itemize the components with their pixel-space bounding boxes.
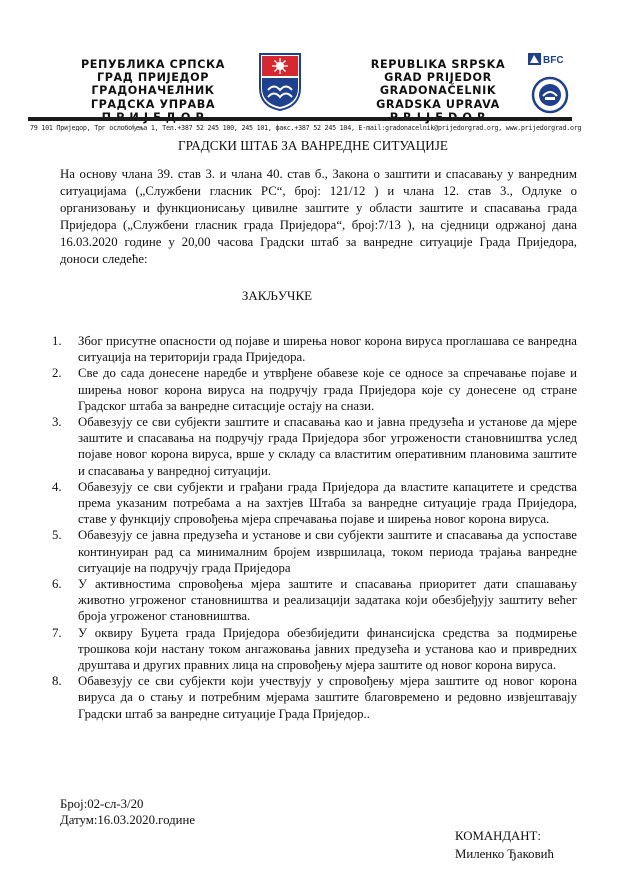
item-text: У оквиру Буџета града Приједора обезбиједити финансијска средства за подмирење трошкова који настану током ангажовања јавних предузећа и установа као и привредних друштава и других правних лица на спровођењу мјера заштите од новог корона вируса. [78,625,577,673]
list-item [52,527,577,576]
header-right-line: REPUBLIKA SRPSKA [370,58,506,71]
item-text: Обавезују се сви субјекти и грађани града Приједора да властите капацитете и средства према указаним потребама а на захтјев Штаба за ванредне ситуације града Приједора, ставе у функцију спровођења мјера спречавања појаве и ширења новог корона вируса. [78,479,577,527]
header-left-block [58,58,248,124]
item-text: У активностима спровођења мјера заштите и спасавања приоритет дати спашавању животно угроженог становништва и реализацији задатака који обезбјеђују заштиту већег броја угроженог становништва. [78,577,577,624]
header-left-line: ГРАДСКА УПРАВА [90,97,216,111]
bfc-logo [528,51,572,67]
header-right-line: GRADSKA UPRAVA [376,97,500,111]
conclusions-list [52,333,577,722]
item-number: 5. [52,528,62,543]
document-title: ГРАДСКИ ШТАБ ЗА ВАНРЕДНЕ СИТУАЦИЈЕ [178,138,448,153]
header-left-line: ГРАДОНАЧЕЛНИК [91,84,215,98]
item-number: 2. [52,366,62,381]
item-text: Обавезују се сви субјекти који учествују у спровођењу мјера заштите од новог корона вируса да о стању и потребним мјерама заштите благовремено и редовно извјештавају Градски штаб за ванредне ситуације Града Приједор.. [78,674,577,721]
address-line: 79 101 Приједор, Трг ослобођења 1, Тел.+387 52 245 100, 245 101, факс.+387 52 245 104, E-mail:gradonacelnik@prijedorgrad.org, www.prijedorgrad.org [30,124,582,132]
intro-paragraph: На основу члана 39. став 3. и члана 40. став б., Закона о заштити и спасавању у ванредним ситуацијама („Службени гласник РС“, број: 121/12 ) и члана 12. став 3., Одлуке о организовању и функционисању цивилне заштите у области заштите и спасавања града Приједора („Службени гласник града Приједора“, број:7/13 ), на сједници одржаној дана 16.03.2020 године у 20,00 часова Градски штаб за ванредне ситуације Града Приједора, доноси следеће: [60,167,577,267]
header-left-line: РЕПУБЛИКА СРПСКА [80,58,226,71]
list-item [52,414,577,479]
conclusions-heading: ЗАКЉУЧКЕ [241,288,313,303]
list-item [52,365,577,414]
document-number: Број:02-сл-3/20 [60,797,144,811]
certification-seal-icon [531,76,569,114]
header-right-line: GRADONAČELNIK [379,84,497,98]
document-date: Датум:16.03.2020.године [60,813,196,827]
header-right-block [343,58,533,124]
signatory-role: КОМАНДАНТ: [455,829,541,843]
list-item [52,576,577,625]
header-right-line: GRAD PRIJEDOR [384,71,492,85]
item-number: 6. [52,577,62,592]
city-crest-logo [258,52,302,112]
list-item [52,479,577,528]
signatory-name: Миленко Ђаковић [455,847,554,861]
item-text: Све до сада донесене наредбе и утврђене обавезе које се односе за спречавање појаве и ширења новог корона вируса на подручју града Приједора које су донесене од стране Градског штаба за ванредне ситасције остају на снази. [78,366,577,413]
list-item [52,333,577,365]
item-number: 1. [52,334,62,348]
item-number: 4. [52,479,62,494]
list-item [52,625,577,674]
item-text: Због присутне опасности од појаве и ширења новог корона вируса проглашава се ванредна ситуација на територији града Приједора. [78,334,577,365]
list-item [52,673,577,722]
header-left-line: ГРАД ПРИЈЕДОР [96,71,210,85]
item-text: Обавезују се јавна предузећа и установе и сви субјекти заштите и спасавања да успоставе континуиран рад са минималним бројем извршилаца, током периода трајања ванредне ситуације на подручју града Приједора [78,528,577,575]
item-number: 3. [52,415,62,430]
bfc-label: BFC [543,55,564,66]
item-number: 7. [52,625,62,640]
item-number: 8. [52,674,62,689]
header-divider [28,117,572,121]
item-text: Обавезују се сви субјекти заштите и спасавања као и јавна предузећа и установе да мјере заштите и спасавања на подручју града Приједора због угрожености становништва услед појаве новог корона вируса, врше у складу са властитим оперативним плановима заштите и спасавања у ванредној ситуацији. [78,415,577,478]
